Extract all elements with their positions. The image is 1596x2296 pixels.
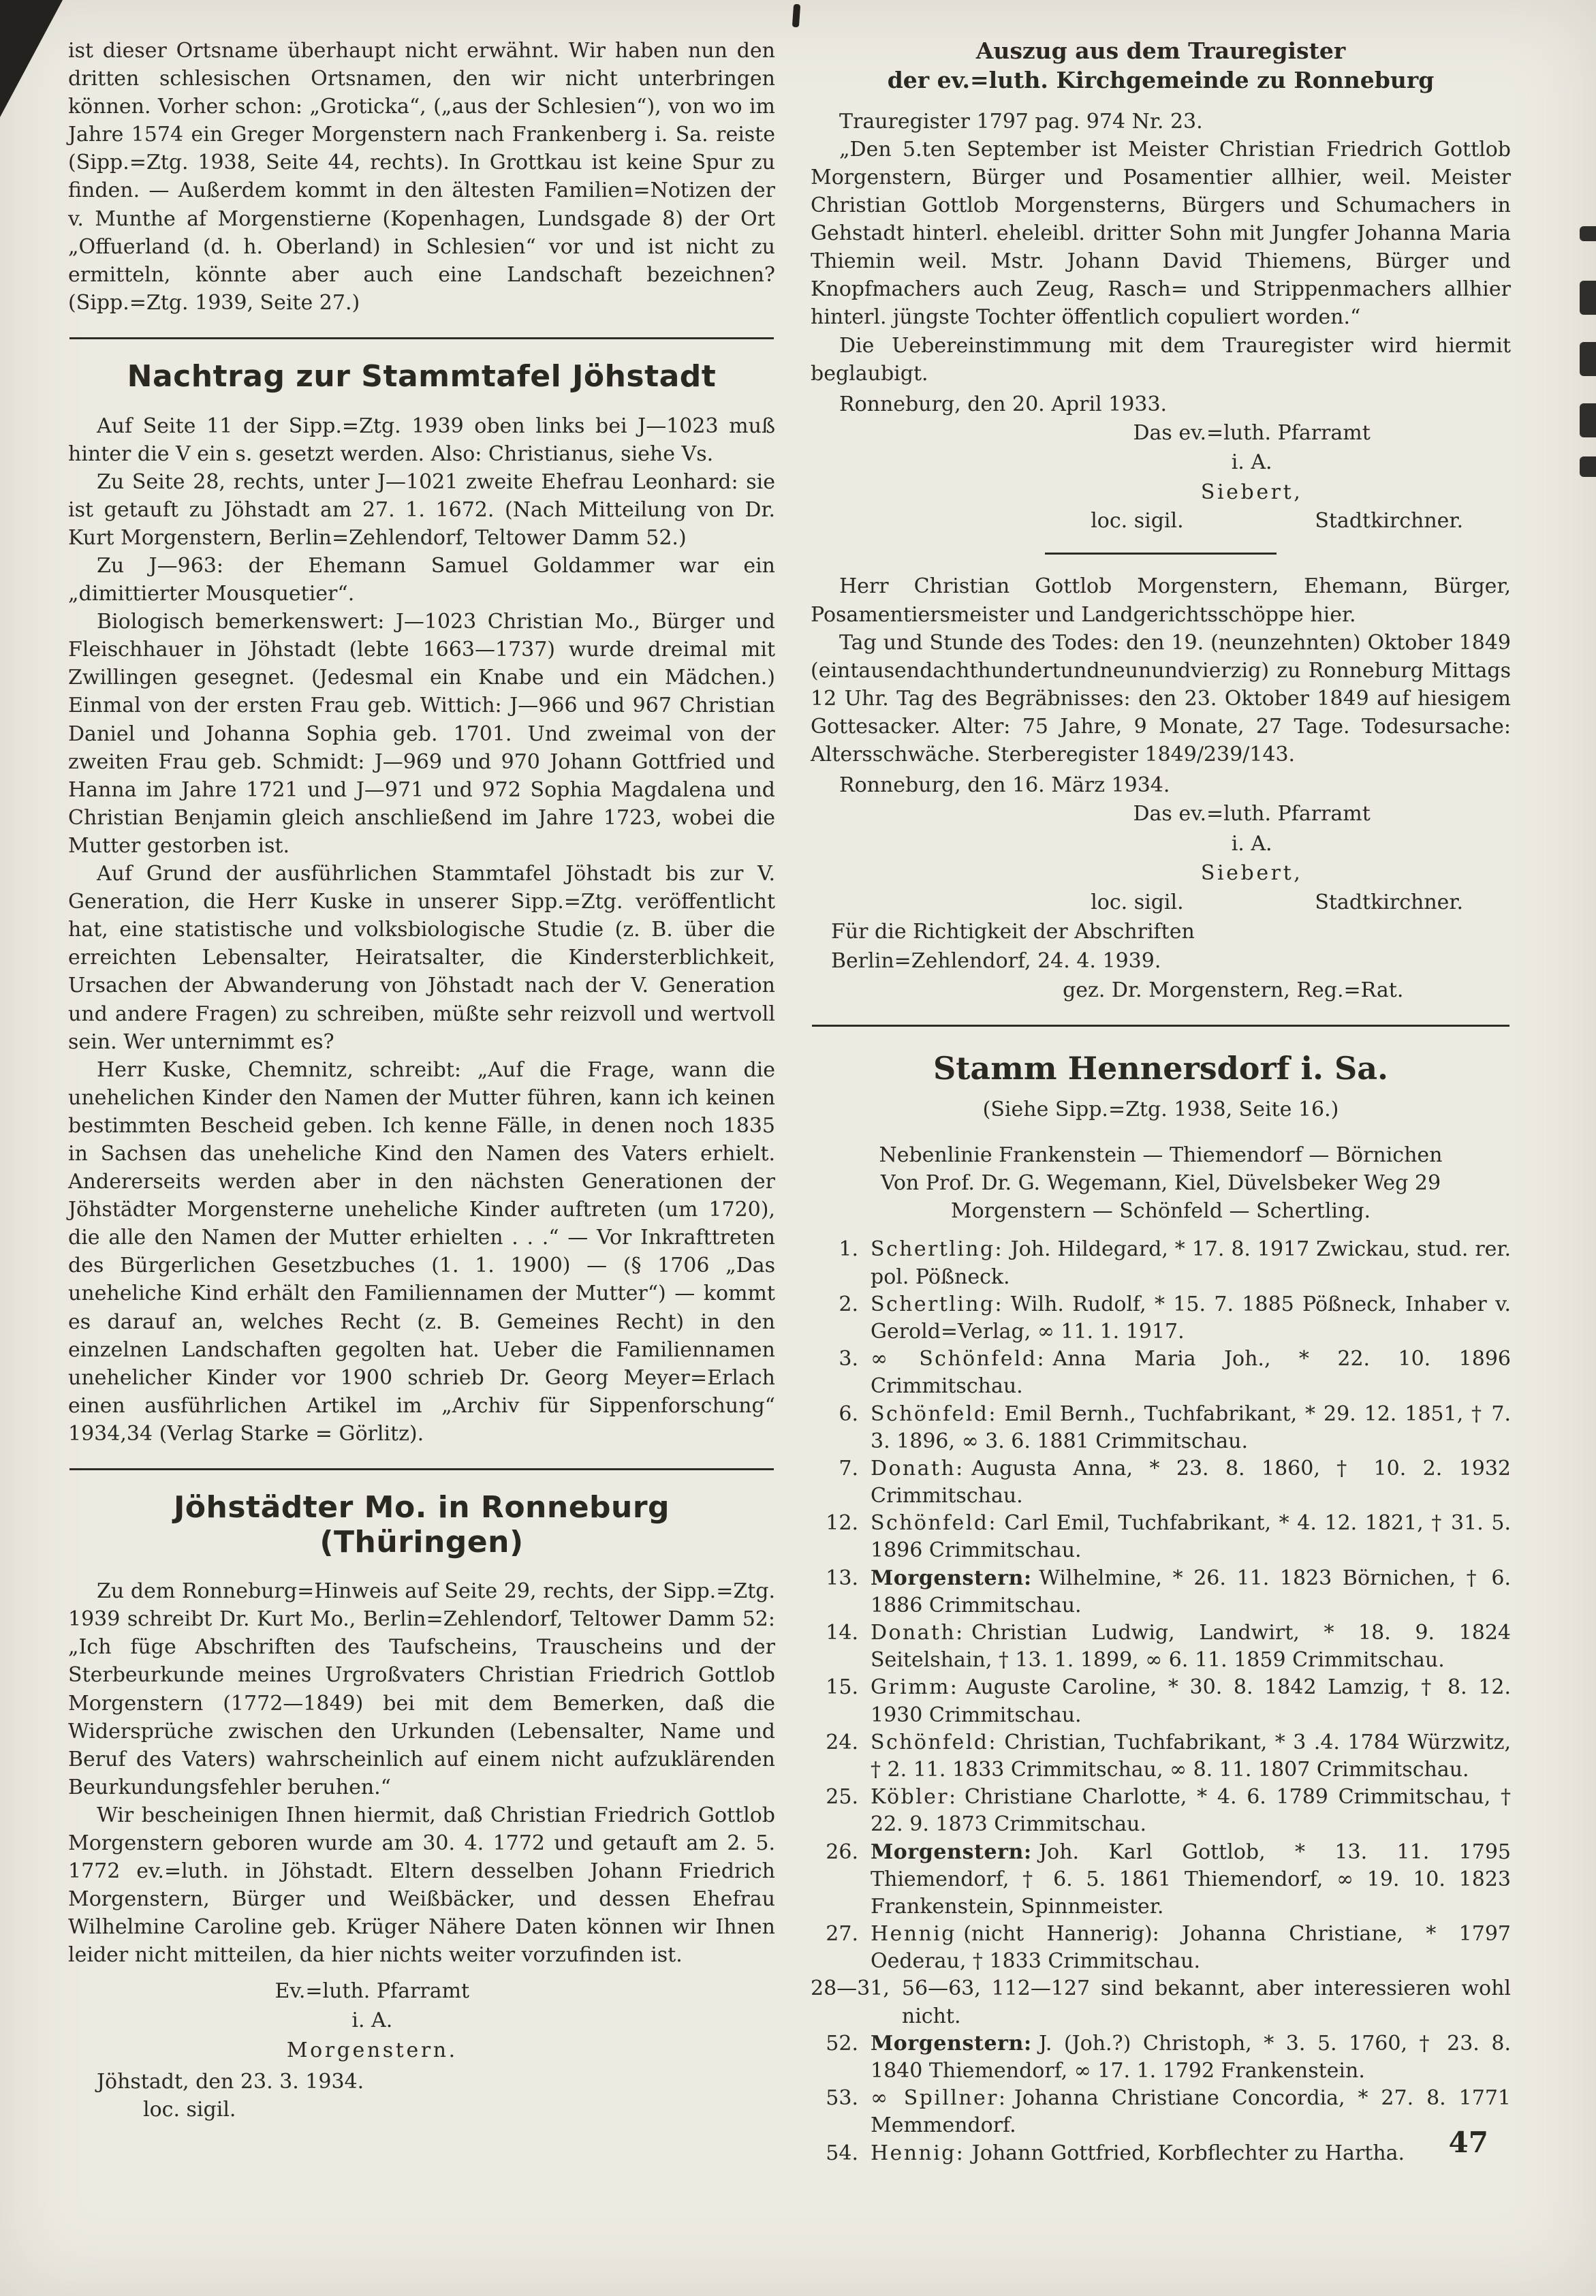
signature-name: Siebert, — [1200, 480, 1303, 504]
paragraph: Trauregister 1797 pag. 974 Nr. 23. — [839, 109, 1203, 134]
entry-surname: Schönfeld: — [871, 1511, 997, 1536]
paragraph: Herr Christian Gottlob Morgenstern, Ehemann, Bürger, Posamentiersmeister und Landgerichtsschöppe hier. — [811, 574, 1511, 627]
entry-text: Johanna Christiane Concordia, * 27. 8. 1771 Memmendorf. — [871, 2086, 1511, 2138]
entry-surname: Donath: — [871, 1621, 965, 1645]
entry-surname: ∞ Schönfeld: — [871, 1347, 1046, 1371]
entry-number: 52. — [826, 2031, 858, 2055]
list-item — [811, 1975, 1511, 2030]
signature-block — [1049, 418, 1455, 508]
paragraph: Biologisch bemerkenswert: J—1023 Christian Mo., Bürger und Fleischhauer in Jöhstadt (lebte 1663—1737) wurde dreimal mit Zwillingen gesegnet. (Jedesmal ein Knabe und ein Mädchen.) Einmal von der ersten Frau geb. Wittich: J—966 und 967 Christian Daniel und Johanna Sophia geb. 1701. Und zweimal von der zweiten Frau geb. Schmidt: J—969 und 970 Johann Gottfried und Hanna im Jahre 1721 und J—971 und 972 Sophia Magdalena und Christian Benjamin gleich anschließend im Jahre 1723, wobei die Mutter gestorben ist. — [68, 610, 775, 858]
section-divider — [69, 337, 774, 339]
entry-number: 7. — [839, 1456, 858, 1480]
entry-number: 13. — [826, 1566, 858, 1590]
entry-surname: Morgenstern: — [871, 1566, 1032, 1590]
section-divider — [1045, 553, 1277, 555]
signature-ia: i. A. — [1231, 831, 1272, 856]
list-item — [811, 1346, 1511, 1400]
genealogy-entry-list — [811, 1236, 1511, 2167]
entry-number: 24. — [826, 1730, 858, 1754]
loc-sigil: loc. sigil. — [1091, 509, 1184, 533]
list-item — [811, 1401, 1511, 1455]
entry-text: (nicht Hannerig): Johanna Christiane, * 1797 Oederau, † 1833 Crimmitschau. — [871, 1922, 1511, 1974]
paragraph: Tag und Stunde des Todes: den 19. (neunzehnten) Oktober 1849 (eintausendachthundertundneunundvierzig) zu Ronneburg Mittags 12 Uhr. Tag des Begräbnisses: den 23. Oktober 1849 auf hiesigem Gottesacker. Alter: 75 Jahre, 9 Monate, 27 Tage. Todesursache: Altersschwäche. Sterberegister 1849/239/143. — [811, 630, 1511, 766]
entry-surname: Köbler: — [871, 1785, 958, 1810]
list-item — [811, 2140, 1511, 2167]
paragraph: Auf Grund der ausführlichen Stammtafel Jöhstadt bis zur V. Generation, die Herr Kuske in unserer Sipp.=Ztg. veröffentlicht hat, eine statistische und volksbiologische Studie (z. B. über die erreichten Lebensalter, Heiratsalter, die Kindersterblichkeit, Ursachen der Abwanderung von Jöhstadt nach der V. Generation und andere Fragen) zu schreiben, müßte sehr reizvoll und wertvoll sein. Wer unternimmt es? — [68, 862, 775, 1054]
scan-artifact-edge — [1580, 342, 1596, 376]
attestation-line: Für die Richtigkeit der Abschriften — [831, 919, 1195, 944]
entry-number: 1. — [839, 1237, 858, 1262]
entry-number: 2. — [839, 1292, 858, 1316]
entry-surname: Morgenstern: — [871, 1840, 1032, 1864]
entry-text: Christian, Tuchfabrikant, * 3 .4. 1784 Würzwitz, † 2. 11. 1833 Crimmitschau, ∞ 8. 11. 1807 Crimmitschau. — [871, 1730, 1511, 1782]
scan-artifact-edge — [1580, 281, 1596, 315]
section-subtitle: (Siehe Sipp.=Ztg. 1938, Seite 16.) — [982, 1098, 1339, 1122]
entry-text: J. (Joh.?) Christoph, * 3. 5. 1760, † 23. 8. 1840 Thiemendorf, ∞ 17. 1. 1792 Frankenstein. — [871, 2031, 1511, 2083]
entry-text: 56—63, 112—127 sind bekannt, aber interessieren wohl nicht. — [901, 1976, 1511, 2028]
list-item — [811, 1784, 1511, 1838]
entry-number: 15. — [826, 1675, 858, 1700]
entry-surname: Schertling: — [871, 1237, 1004, 1262]
paragraph: Auf Seite 11 der Sipp.=Ztg. 1939 oben links bei J—1023 muß hinter die V ein s. gesetzt werden. Also: Christianus, siehe Vs. — [68, 414, 775, 466]
entry-surname: Hennig: — [871, 2141, 965, 2165]
paragraph: Die Uebereinstimmung mit dem Trauregister wird hiermit beglaubigt. — [811, 333, 1511, 386]
list-item — [811, 1921, 1511, 1975]
lineage-line: Morgenstern — Schönfeld — Schertling. — [950, 1199, 1371, 1224]
section-title-stamm: Stamm Hennersdorf i. Sa. — [933, 1050, 1389, 1087]
entry-text: Wilhelmine, * 26. 11. 1823 Börnichen, † 6. 1886 Crimmitschau. — [871, 1566, 1511, 1617]
entry-text: Auguste Caroline, * 30. 8. 1842 Lamzig, † 8. 12. 1930 Crimmitschau. — [871, 1675, 1511, 1727]
entry-surname: ∞ Spillner: — [871, 2086, 1007, 2111]
entry-surname: Grimm: — [871, 1675, 959, 1700]
paragraph: Zu J—963: der Ehemann Samuel Goldammer war ein „dimittierter Mousquetier“. — [68, 554, 775, 606]
entry-number: 25. — [826, 1785, 858, 1810]
page-number: 47 — [1448, 2126, 1488, 2160]
lineage-line: Nebenlinie Frankenstein — Thiemendorf — Börnichen — [879, 1143, 1443, 1168]
section-title-trauregister — [811, 37, 1511, 95]
paragraph: Herr Kuske, Chemnitz, schreibt: „Auf die Frage, wann die unehelichen Kinder den Namen der Mutter führen, kann ich keinen bestimmten Bescheid geben. Ich kenne Fälle, in denen noch 1835 in Sachsen das uneheliche Kind den Namen des Vaters erhielt. Andererseits werden aber in den nächsten Generationen der Jöhstädter Morgensterne uneheliche Kinder auftreten (um 1720), die alle den Namen der Mutter erhielten . . .“ — Vor Inkrafttreten des Bürgerlichen Gesetzbuches (1. 1. 1900) — (§ 1706 „Das uneheliche Kind erhält den Familiennamen der Mutter“) — kommt es darauf an, welches Recht (z. B. Gemeines Recht) in den einzelnen Landschaften gegolten hat. Ueber die Familiennamen unehelicher Kinder vor 1900 schrieb Dr. Georg Meyer=Erlach einen ausführlichen Artikel im „Archiv für Sippenforschung“ 1934,34 (Verlag Starke = Görlitz). — [68, 1057, 775, 1446]
signature-office: Das ev.=luth. Pfarramt — [1133, 420, 1371, 445]
title-line: Auszug aus dem Trauregister — [975, 37, 1346, 64]
entry-number: 12. — [826, 1511, 858, 1536]
title-line: der ev.=luth. Kirchgemeinde zu Ronneburg — [887, 66, 1435, 93]
list-item — [811, 1510, 1511, 1564]
entry-text: Anna Maria Joh., * 22. 10. 1896 Crimmitschau. — [871, 1347, 1511, 1399]
section-divider — [812, 1025, 1509, 1027]
list-item — [811, 1839, 1511, 1921]
entry-number: 14. — [826, 1621, 858, 1645]
entry-text: Christiane Charlotte, * 4. 6. 1789 Crimmitschau, † 22. 9. 1873 Crimmitschau. — [871, 1785, 1511, 1837]
scan-artifact-edge — [1580, 456, 1596, 477]
section-title-ronneburg: Jöhstädter Mo. in Ronneburg (Thüringen) — [173, 1490, 670, 1560]
signature-footer — [1091, 507, 1511, 535]
entry-text: Wilh. Rudolf, * 15. 7. 1885 Pößneck, Inhaber v. Gerold=Verlag, ∞ 11. 1. 1917. — [871, 1292, 1511, 1344]
signature-role: Stadtkirchner. — [1315, 509, 1463, 533]
list-item — [811, 1291, 1511, 1346]
entry-surname: Donath: — [871, 1456, 965, 1480]
place-date: Ronneburg, den 16. März 1934. — [839, 773, 1170, 798]
entry-text: Carl Emil, Tuchfabrikant, * 4. 12. 1821, † 31. 5. 1896 Crimmitschau. — [871, 1511, 1511, 1563]
entry-number: 3. — [839, 1347, 858, 1371]
entry-text: Johann Gottfried, Korbflechter zu Hartha. — [971, 2141, 1405, 2165]
entry-surname: Hennig — [871, 1922, 956, 1946]
loc-sigil: loc. sigil. — [1091, 890, 1184, 914]
signature-ia: i. A. — [1231, 450, 1272, 475]
entry-number: 53. — [826, 2086, 858, 2111]
entry-text: Christian Ludwig, Landwirt, * 18. 9. 1824 Seitelshain, † 13. 1. 1899, ∞ 6. 11. 1859 Crimmitschau. — [871, 1621, 1511, 1673]
entry-number: 6. — [839, 1401, 858, 1426]
signature-role: Stadtkirchner. — [1315, 890, 1463, 914]
entry-text: Augusta Anna, * 23. 8. 1860, † 10. 2. 1932 Crimmitschau. — [871, 1456, 1511, 1508]
entry-number: 54. — [826, 2141, 858, 2165]
entry-text: Joh. Karl Gottlob, * 13. 11. 1795 Thiemendorf, † 6. 5. 1861 Thiemendorf, ∞ 19. 10. 1823 Frankenstein, Spinnmeister. — [871, 1840, 1511, 1919]
signature-office: Ev.=luth. Pfarramt — [275, 1979, 470, 2003]
place-date: Ronneburg, den 20. April 1933. — [839, 392, 1168, 416]
entry-surname: Schönfeld: — [871, 1730, 997, 1754]
entry-text: Joh. Hildegard, * 17. 8. 1917 Zwickau, stud. rer. pol. Pößneck. — [871, 1237, 1511, 1289]
paragraph: Zu Seite 28, rechts, unter J—1021 zweite Ehefrau Leonhard: sie ist getauft zu Jöhstadt am 27. 1. 1672. (Nach Mitteilung von Dr. Kurt Morgenstern, Berlin=Zehlendorf, Teltower Damm 52.) — [68, 469, 775, 550]
list-item — [811, 2085, 1511, 2139]
entry-surname: Schönfeld: — [871, 1401, 997, 1426]
scan-artifact-edge — [1580, 226, 1596, 241]
attestation-place: Berlin=Zehlendorf, 24. 4. 1939. — [831, 948, 1161, 973]
signature-ia: i. A. — [351, 2008, 393, 2032]
signature-block — [1049, 799, 1455, 888]
entry-number: 28—31, — [811, 1976, 890, 2001]
scan-artifact-corner — [0, 0, 63, 117]
left-column — [68, 37, 775, 2124]
section-divider — [69, 1468, 774, 1470]
paragraph: Zu dem Ronneburg=Hinweis auf Seite 29, rechts, der Sipp.=Ztg. 1939 schreibt Dr. Kurt Mo., Berlin=Zehlendorf, Teltower Damm 52: „Ich füge Abschriften des Taufscheins, Trauscheins und der Sterbeurkunde meines Urgroßvaters Christian Friedrich Gottlob Morgenstern (1772—1849) bei mit dem Bemerken, daß die Widersprüche zwischen den Urkunden (Lebensalter, Name und Beruf des Vaters) wahrscheinlich auf einem nicht aufzuklärenden Beurkundungsfehler beruhen.“ — [68, 1579, 775, 1799]
list-item — [811, 1619, 1511, 1674]
signature-name: Morgenstern. — [286, 2038, 458, 2062]
signature-block — [210, 1976, 535, 2066]
scan-artifact-edge — [1580, 403, 1596, 437]
list-item — [811, 1565, 1511, 1619]
entry-surname: Schertling: — [871, 1292, 1004, 1316]
author-line: Von Prof. Dr. G. Wegemann, Kiel, Düvelsbeker Weg 29 — [880, 1171, 1441, 1196]
scan-artifact-mark — [792, 4, 800, 28]
list-item — [811, 1729, 1511, 1784]
signature-footer — [1091, 888, 1511, 916]
place-date: Jöhstadt, den 23. 3. 1934. — [97, 2070, 364, 2094]
paragraph: „Den 5.ten September ist Meister Christian Friedrich Gottlob Morgenstern, Bürger und Posamentier allhier, weil. Meister Christian Gottlob Morgensterns, Bürgers und Schumachers in Gehstadt hinterl. eheleibl. dritter Sohn mit Jungfer Johanna Maria Thiemin weil. Mstr. Johann David Thiemens, Bürger und Knopfmachers auch Zeug, Rasch= und Strippenmachers allhier hinterl. jüngste Tochter öffentlich copuliert worden.“ — [811, 137, 1511, 330]
paragraph: Wir bescheinigen Ihnen hiermit, daß Christian Friedrich Gottlob Morgenstern geboren wurde am 30. 4. 1772 und getauft am 2. 5. 1772 ev.=luth. in Jöhstadt. Eltern desselben Johann Friedrich Morgenstern, Bürger und Weißbäcker, und dessen Ehefrau Wilhelmine Caroline geb. Krüger Nähere Daten können wir Ihnen leider nicht mitteilen, da hier nichts weiter vorzufinden ist. — [68, 1803, 775, 1968]
attestation-signature: gez. Dr. Morgenstern, Reg.=Rat. — [1063, 978, 1404, 1002]
signature-name: Siebert, — [1200, 861, 1303, 886]
list-item — [811, 2030, 1511, 2085]
intro-paragraph: ist dieser Ortsname überhaupt nicht erwähnt. Wir haben nun den dritten schlesischen Ortsnamen, den wir nicht unterbringen können. Vorher schon: „Groticka“, („aus der Schlesien“), von wo im Jahre 1574 ein Greger Morgenstern nach Frankenberg i. Sa. reiste (Sipp.=Ztg. 1938, Seite 44, rechts). In Grottkau ist keine Spur zu finden. — Außerdem kommt in den ältesten Familien=Notizen der v. Munthe af Morgenstierne (Kopenhagen, Lundsgade 8) der Ort „Offuerland (d. h. Oberland) in Schlesien“ vor und ist nicht zu ermitteln, könnte aber auch eine Landschaft bezeichnen? (Sipp.=Ztg. 1939, Seite 27.) — [68, 39, 775, 315]
list-item — [811, 1236, 1511, 1290]
entry-number: 27. — [826, 1922, 858, 1946]
loc-sigil: loc. sigil. — [143, 2098, 236, 2122]
signature-office: Das ev.=luth. Pfarramt — [1133, 802, 1371, 826]
entry-number: 26. — [826, 1840, 858, 1864]
entry-surname: Morgenstern: — [871, 2031, 1032, 2055]
section-title-nachtrag: Nachtrag zur Stammtafel Jöhstadt — [127, 358, 717, 394]
list-item — [811, 1455, 1511, 1510]
entry-text: Emil Bernh., Tuchfabrikant, * 29. 12. 1851, † 7. 3. 1896, ∞ 3. 6. 1881 Crimmitschau. — [871, 1401, 1511, 1453]
list-item — [811, 1674, 1511, 1728]
right-column — [811, 37, 1511, 2167]
